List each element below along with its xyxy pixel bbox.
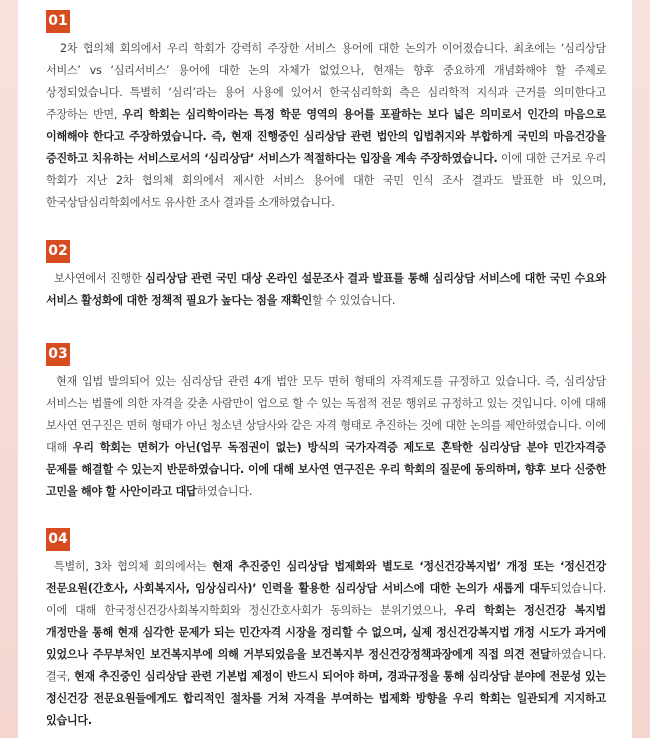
text-segment-bold: 심리상담 관련 국민 대상 온라인 설문조사 결과 발표를 통해 심리상담 서비스에 대한 국민 수요와 서비스 활성화에 대한 정책적 필요가 높다는 점을 재확인 (46, 272, 606, 307)
section-04 (46, 528, 606, 732)
text-segment-bold: 현재 추진중인 심리상담 관련 기본법 제정이 반드시 되어야 하며, 경과규정을 통해 심리상담 분야에 전문성 있는 정신건강 전문요원들에게도 합리적인 절차를 거쳐 자격을 부여하는 법제화 방향을 우리 학회는 일관되게 지지하고 있습니다. (46, 670, 606, 727)
text-segment-bold: 우리 학회는 면허가 아닌(업무 독점권이 없는) 방식의 국가자격증 제도로 혼탁한 심리상담 분야 민간자격증 문제를 해결할 수 있는지 반문하였습니다. 이에 대해 보사연 연구진은 우리 학회의 질문에 동의하며, 향후 보다 신중한 고민을 해야 할 사안이라고 대답 (46, 441, 606, 498)
section-paragraph (46, 268, 606, 312)
text-segment-bold: 우리 학회는 정신건강 복지법 개정만을 통해 현재 심각한 문제가 되는 민간자격 시장을 정리할 수 없으며, 실제 정신건강복지법 개정 시도가 과거에 있었으나 주무부처인 보건복지부에 의해 거부되었음을 보건복지부 정신건강정책과장에게 직접 의견 전달 (46, 604, 606, 661)
section-01 (46, 10, 606, 214)
section-number-badge: 01 (46, 10, 70, 33)
section-03 (46, 343, 606, 503)
section-paragraph (46, 371, 606, 503)
section-02 (46, 240, 606, 312)
text-segment-bold: 우리 학회는 심리학이라는 특정 학문 영역의 용어를 포괄하는 보다 넓은 의미로서 인간의 마음으로 이해해야 한다고 주장하였습니다. 즉, 현재 진행중인 심리상담 관련 법안의 입법취지와 부합하게 국민의 마음건강을 증진하고 치유하는 서비스로서의 ‘심리상담’ 서비스가 적절하다는 입장을 계속 주장하였습니다. (46, 108, 606, 165)
text-segment: 특별히, 3차 협의체 회의에서는 (54, 560, 212, 573)
text-segment: 되었습니다. 이에 대해 한국정신건강사회복지학회와 정신간호사회가 동의하는 분위기였으나, (46, 582, 606, 617)
text-segment: 하였습니다. 결국, (46, 648, 606, 683)
section-number-badge: 02 (46, 240, 70, 263)
section-paragraph (46, 38, 606, 214)
section-number-badge: 04 (46, 528, 70, 551)
text-segment: 하였습니다. (196, 485, 253, 498)
section-number-badge: 03 (46, 343, 70, 366)
section-paragraph (46, 556, 606, 732)
text-segment: 2차 협의체 회의에서 우리 학회가 강력히 주장한 서비스 용어에 대한 논의가 이어졌습니다. 최초에는 ‘심리상담 서비스’ vs ‘심리서비스’ 용어에 대한 논의 자체가 없었으나, 현재는 향후 중요하게 개념화해야 할 주제로 상정되었습니다. 특별히 ‘심리’라는 용어 사용에 있어서 한국심리학회 측은 심리학적 지식과 근거를 의미한다고 주장하는 반면, (46, 42, 606, 121)
text-segment: 이에 대한 근거로 우리 학회가 지난 2차 협의체 회의에서 제시한 서비스 용어에 대한 국민 인식 조사 결과도 발표한 바 있으며, 한국상담심리학회에서도 유사한 조사 결과를 소개하였습니다. (46, 152, 606, 209)
text-segment: 할 수 있었습니다. (312, 294, 396, 307)
text-segment-bold: 현재 추진중인 심리상담 법제화와 별도로 ‘정신건강복지법’ 개정 또는 ‘정신건강 전문요원(간호사, 사회복지사, 임상심리사)’ 인력을 활용한 심리상담 서비스에 대한 논의가 새롭게 대두 (46, 560, 606, 595)
text-segment: 보사연에서 진행한 (54, 272, 146, 285)
document-card (18, 0, 632, 738)
text-segment: 현재 입법 발의되어 있는 심리상담 관련 4개 법안 모두 면허 형태의 자격제도를 규정하고 있습니다. 즉, 심리상담 서비스는 법률에 의한 자격을 갖춘 사람만이 업으로 할 수 있는 독점적 전문 행위로 규정하고 있는 것입니다. 이에 대해 보사연 연구진은 면허 형태가 아닌 청소년 상담사와 같은 자격 형태로 추진하는 것에 대한 논의를 제안하였습니다. 이에 대해 (46, 375, 606, 454)
